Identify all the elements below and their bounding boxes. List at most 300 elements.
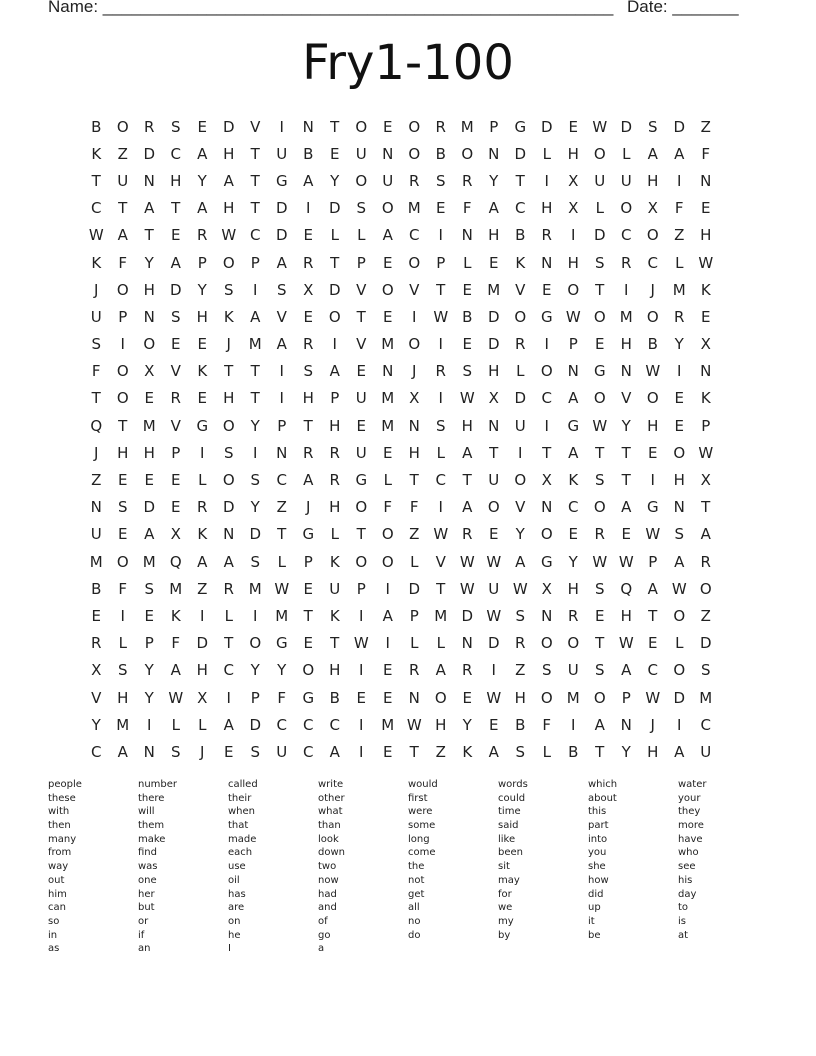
grid-letter: N xyxy=(223,525,235,544)
grid-letter: T xyxy=(250,389,260,408)
word-bank-item: do xyxy=(408,929,421,941)
word-bank-item: them xyxy=(138,820,165,832)
grid-letter: C xyxy=(621,226,632,245)
word-bank-item: I xyxy=(228,943,231,955)
grid-letter: L xyxy=(357,226,366,245)
grid-letter: U xyxy=(355,389,367,408)
grid-letter: X xyxy=(303,280,314,299)
word-bank-item: a xyxy=(318,943,325,955)
grid-letter: O xyxy=(222,253,235,272)
grid-letter: D xyxy=(328,199,341,218)
grid-letter: T xyxy=(171,199,181,218)
grid-letter: O xyxy=(381,525,394,544)
grid-letter: O xyxy=(381,280,394,299)
grid-letter: S xyxy=(356,199,367,218)
grid-letter: K xyxy=(700,280,711,299)
grid-letter: H xyxy=(329,661,341,680)
word-bank-item: words xyxy=(498,779,528,790)
grid-letter: Y xyxy=(568,552,578,571)
grid-letter: H xyxy=(302,389,314,408)
grid-letter: P xyxy=(621,688,631,707)
grid-letter: W xyxy=(698,253,714,272)
date-field-label: Date: _______ xyxy=(627,0,739,16)
grid-letter: N xyxy=(488,144,500,163)
grid-letter: O xyxy=(673,606,686,625)
grid-letter: W xyxy=(618,634,634,653)
word-bank-item: this xyxy=(588,806,607,818)
grid-letter: T xyxy=(303,416,313,435)
grid-letter: A xyxy=(700,525,711,544)
word-bank-item: two xyxy=(318,861,337,873)
grid-letter: E xyxy=(383,117,393,136)
grid-letter: Z xyxy=(700,606,711,625)
grid-letter: W xyxy=(618,552,634,571)
grid-letter: L xyxy=(463,253,472,272)
grid-letter: C xyxy=(568,498,579,517)
grid-letter: O xyxy=(116,280,129,299)
grid-letter: G xyxy=(302,525,315,544)
word-bank-item: he xyxy=(228,929,241,941)
grid-letter: Q xyxy=(620,579,633,598)
grid-letter: N xyxy=(90,498,102,517)
grid-letter: M xyxy=(275,606,289,625)
grid-letter: T xyxy=(356,525,366,544)
grid-letter: T xyxy=(356,307,366,326)
grid-letter: M xyxy=(672,280,686,299)
grid-letter: F xyxy=(674,199,684,218)
grid-letter: H xyxy=(170,171,182,190)
grid-letter: D xyxy=(143,144,156,163)
word-bank-item: when xyxy=(228,806,256,818)
grid-letter: N xyxy=(620,715,632,734)
word-bank-item: the xyxy=(408,861,425,873)
grid-letter: Z xyxy=(409,525,420,544)
grid-letter: E xyxy=(330,144,340,163)
grid-letter: O xyxy=(408,144,421,163)
word-bank-item: my xyxy=(498,915,514,927)
grid-letter: V xyxy=(170,416,181,435)
grid-letter: S xyxy=(117,661,128,680)
word-bank-item: their xyxy=(228,792,252,804)
grid-letter: E xyxy=(197,117,207,136)
grid-letter: E xyxy=(303,307,313,326)
grid-letter: M xyxy=(248,335,262,354)
grid-letter: W xyxy=(671,579,687,598)
word-bank-item: write xyxy=(318,779,344,790)
word-bank-item: and xyxy=(318,902,337,914)
grid-letter: C xyxy=(541,389,552,408)
grid-letter: L xyxy=(595,199,604,218)
grid-letter: B xyxy=(91,579,102,598)
word-bank-item: water xyxy=(678,779,707,790)
grid-letter: F xyxy=(462,199,472,218)
grid-letter: O xyxy=(302,661,315,680)
grid-letter: D xyxy=(249,715,262,734)
grid-letter: I xyxy=(385,634,390,653)
grid-letter: C xyxy=(250,226,261,245)
grid-letter: W xyxy=(168,688,184,707)
grid-letter: A xyxy=(276,335,287,354)
grid-letter: U xyxy=(488,471,500,490)
grid-letter: Y xyxy=(144,661,154,680)
grid-letter: U xyxy=(594,171,606,190)
grid-letter: I xyxy=(677,715,682,734)
word-bank-item: no xyxy=(408,915,421,927)
grid-letter: C xyxy=(700,715,711,734)
word-bank-item: first xyxy=(408,792,428,804)
word-bank-item: by xyxy=(498,929,511,941)
grid-letter: N xyxy=(541,498,553,517)
grid-letter: E xyxy=(356,416,366,435)
grid-letter: D xyxy=(487,307,500,326)
grid-letter: O xyxy=(249,634,262,653)
grid-letter: D xyxy=(408,579,421,598)
grid-letter: E xyxy=(303,226,313,245)
word-bank-item: there xyxy=(138,792,165,804)
word-bank-item: may xyxy=(498,874,520,886)
grid-letter: K xyxy=(329,552,340,571)
grid-letter: N xyxy=(382,362,394,381)
grid-letter: N xyxy=(382,144,394,163)
grid-letter: W xyxy=(459,552,475,571)
grid-letter: G xyxy=(540,552,553,571)
grid-letter: E xyxy=(118,525,128,544)
grid-letter: C xyxy=(223,661,234,680)
grid-letter: I xyxy=(544,416,549,435)
word-bank-item: many xyxy=(48,833,77,845)
grid-letter: N xyxy=(408,688,420,707)
grid-letter: S xyxy=(515,742,526,761)
grid-letter: O xyxy=(567,280,580,299)
grid-letter: W xyxy=(645,362,661,381)
grid-letter: R xyxy=(700,552,711,571)
word-bank-item: him xyxy=(48,888,67,900)
grid-letter: O xyxy=(408,335,421,354)
word-bank-item: so xyxy=(48,915,60,927)
grid-letter: W xyxy=(274,579,290,598)
grid-letter: A xyxy=(170,253,181,272)
grid-letter: O xyxy=(143,335,156,354)
grid-letter: E xyxy=(462,688,472,707)
word-bank-item: are xyxy=(228,902,245,914)
grid-letter: S xyxy=(647,117,658,136)
word-bank-item: more xyxy=(678,820,704,832)
word-column xyxy=(588,778,678,956)
grid-letter: D xyxy=(487,634,500,653)
grid-letter: K xyxy=(568,471,579,490)
grid-letter: A xyxy=(674,144,685,163)
word-bank-item: about xyxy=(588,792,617,804)
grid-letter: J xyxy=(226,335,231,354)
word-bank-item: go xyxy=(318,929,331,941)
word-bank-item: get xyxy=(408,888,425,900)
grid-letter: T xyxy=(330,634,340,653)
word-bank-item: part xyxy=(588,820,609,832)
grid-letter: R xyxy=(329,471,340,490)
grid-letter: Y xyxy=(330,171,340,190)
grid-letter: H xyxy=(488,226,500,245)
grid-letter: O xyxy=(487,498,500,517)
grid-letter: L xyxy=(516,362,525,381)
grid-letter: O xyxy=(673,661,686,680)
grid-letter: A xyxy=(515,552,526,571)
grid-letter: M xyxy=(566,688,580,707)
word-bank-item: said xyxy=(498,820,519,832)
word-bank-item: at xyxy=(678,929,689,941)
grid-letter: I xyxy=(332,335,337,354)
word-bank-item: or xyxy=(138,915,149,927)
word-bank-item: that xyxy=(228,820,249,832)
grid-letter: E xyxy=(144,606,154,625)
grid-letter: X xyxy=(488,389,499,408)
grid-letter: H xyxy=(408,443,420,462)
grid-letter: V xyxy=(621,389,632,408)
grid-letter: A xyxy=(647,579,658,598)
grid-letter: H xyxy=(567,253,579,272)
grid-letter: P xyxy=(118,307,128,326)
grid-letter: Y xyxy=(674,335,684,354)
word-column xyxy=(408,778,498,956)
grid-letter: U xyxy=(90,525,102,544)
grid-letter: W xyxy=(459,579,475,598)
grid-letter: H xyxy=(223,389,235,408)
grid-letter: V xyxy=(276,307,287,326)
grid-letter: E xyxy=(489,525,499,544)
grid-letter: P xyxy=(489,117,499,136)
grid-letter: T xyxy=(542,443,552,462)
grid-letter: D xyxy=(222,498,235,517)
word-bank-item: these xyxy=(48,792,76,804)
grid-letter: N xyxy=(488,416,500,435)
grid-letter: Q xyxy=(90,416,103,435)
grid-letter: L xyxy=(436,443,445,462)
grid-letter: K xyxy=(223,307,234,326)
grid-letter: D xyxy=(699,634,712,653)
grid-letter: M xyxy=(434,606,448,625)
grid-letter: E xyxy=(171,471,181,490)
grid-letter: T xyxy=(595,742,605,761)
grid-letter: I xyxy=(279,362,284,381)
word-bank-item: did xyxy=(588,888,604,900)
word-bank-item: people xyxy=(48,779,82,790)
grid-letter: I xyxy=(518,443,523,462)
grid-letter: T xyxy=(462,471,472,490)
grid-letter: S xyxy=(250,471,261,490)
grid-letter: E xyxy=(383,742,393,761)
grid-letter: T xyxy=(489,443,499,462)
grid-letter: A xyxy=(674,742,685,761)
grid-letter: N xyxy=(143,307,155,326)
grid-letter: E xyxy=(356,362,366,381)
grid-letter: O xyxy=(116,117,129,136)
grid-letter: A xyxy=(144,525,155,544)
grid-letter: R xyxy=(303,335,314,354)
grid-letter: K xyxy=(462,742,473,761)
grid-letter: I xyxy=(359,661,364,680)
grid-letter: A xyxy=(621,498,632,517)
grid-letter: D xyxy=(143,498,156,517)
grid-letter: U xyxy=(276,144,288,163)
grid-letter: O xyxy=(514,307,527,326)
word-bank-item: has xyxy=(228,888,246,900)
grid-letter: R xyxy=(144,117,155,136)
grid-letter: L xyxy=(330,226,339,245)
grid-letter: S xyxy=(541,661,552,680)
grid-letter: R xyxy=(197,226,208,245)
grid-letter: P xyxy=(171,443,181,462)
word-bank-item: sit xyxy=(498,861,510,873)
word-bank-item: will xyxy=(138,806,155,818)
grid-letter: E xyxy=(462,335,472,354)
grid-letter: H xyxy=(700,226,712,245)
grid-letter: E xyxy=(118,471,128,490)
word-bank-item: for xyxy=(498,888,512,900)
grid-letter: P xyxy=(303,552,313,571)
grid-letter: S xyxy=(117,498,128,517)
grid-letter: H xyxy=(541,199,553,218)
grid-letter: W xyxy=(353,634,369,653)
grid-letter: E xyxy=(462,280,472,299)
grid-letter: Z xyxy=(117,144,128,163)
grid-letter: M xyxy=(407,199,421,218)
grid-letter: H xyxy=(514,688,526,707)
grid-letter: D xyxy=(222,117,235,136)
grid-letter: R xyxy=(674,307,685,326)
word-bank-item: not xyxy=(408,874,425,886)
grid-letter: H xyxy=(223,144,235,163)
word-bank-item: had xyxy=(318,888,337,900)
grid-letter: X xyxy=(197,688,208,707)
grid-letter: D xyxy=(196,634,209,653)
word-bank-item: look xyxy=(318,833,339,845)
word-bank-item: each xyxy=(228,847,253,859)
grid-letter: W xyxy=(221,226,237,245)
grid-letter: L xyxy=(198,471,207,490)
grid-letter: L xyxy=(330,525,339,544)
grid-letter: W xyxy=(486,552,502,571)
grid-letter: C xyxy=(170,144,181,163)
grid-letter: O xyxy=(408,117,421,136)
grid-letter: M xyxy=(169,579,183,598)
grid-letter: H xyxy=(196,661,208,680)
grid-letter: I xyxy=(438,498,443,517)
grid-letter: I xyxy=(226,688,231,707)
grid-letter: E xyxy=(171,226,181,245)
grid-letter: L xyxy=(198,715,207,734)
grid-letter: S xyxy=(594,471,605,490)
grid-letter: C xyxy=(647,253,658,272)
grid-letter: C xyxy=(409,226,420,245)
grid-letter: G xyxy=(567,416,580,435)
word-bank-item: his xyxy=(678,874,693,886)
grid-letter: R xyxy=(303,253,314,272)
grid-letter: T xyxy=(144,226,154,245)
grid-letter: X xyxy=(700,335,711,354)
grid-letter: A xyxy=(621,661,632,680)
word-bank-item: see xyxy=(678,861,696,873)
grid-letter: D xyxy=(461,606,474,625)
grid-letter: I xyxy=(147,715,152,734)
word-bank-item: some xyxy=(408,820,436,832)
grid-letter: E xyxy=(621,525,631,544)
grid-letter: E xyxy=(383,443,393,462)
grid-letter: X xyxy=(409,389,420,408)
grid-letter: O xyxy=(593,307,606,326)
grid-letter: N xyxy=(567,362,579,381)
word-bank-item: from xyxy=(48,847,72,859)
word-bank-item: now xyxy=(318,874,339,886)
word-column xyxy=(48,778,138,956)
grid-letter: R xyxy=(515,634,526,653)
grid-letter: C xyxy=(515,199,526,218)
grid-letter: U xyxy=(355,443,367,462)
grid-letter: S xyxy=(170,742,181,761)
grid-letter: Y xyxy=(250,498,260,517)
grid-letter: O xyxy=(699,579,712,598)
grid-letter: J xyxy=(412,362,417,381)
grid-letter: M xyxy=(89,552,103,571)
word-bank-item: way xyxy=(48,861,69,873)
grid-letter: N xyxy=(408,416,420,435)
grid-letter: A xyxy=(462,443,473,462)
grid-letter: T xyxy=(118,416,128,435)
grid-letter: E xyxy=(303,634,313,653)
grid-letter: M xyxy=(381,335,395,354)
grid-letter: X xyxy=(541,471,552,490)
word-bank-item: of xyxy=(318,915,328,927)
grid-letter: E xyxy=(171,498,181,517)
grid-letter: X xyxy=(700,471,711,490)
grid-letter: M xyxy=(248,579,262,598)
grid-letter: T xyxy=(621,443,631,462)
grid-letter: R xyxy=(621,253,632,272)
grid-letter: S xyxy=(674,525,685,544)
grid-letter: X xyxy=(647,199,658,218)
grid-letter: I xyxy=(253,443,258,462)
word-bank-item: all xyxy=(408,902,420,914)
grid-letter: D xyxy=(275,199,288,218)
grid-letter: S xyxy=(91,335,102,354)
grid-letter: H xyxy=(329,416,341,435)
grid-letter: A xyxy=(197,199,208,218)
grid-letter: G xyxy=(514,117,527,136)
grid-letter: S xyxy=(250,552,261,571)
grid-letter: V xyxy=(91,688,102,707)
grid-letter: L xyxy=(224,606,233,625)
grid-letter: I xyxy=(544,171,549,190)
grid-letter: S xyxy=(700,661,711,680)
grid-letter: R xyxy=(170,389,181,408)
grid-letter: E xyxy=(224,742,234,761)
word-bank-item: how xyxy=(588,874,609,886)
grid-letter: I xyxy=(359,715,364,734)
grid-letter: T xyxy=(91,389,101,408)
grid-letter: Y xyxy=(462,715,472,734)
grid-letter: X xyxy=(568,171,579,190)
grid-letter: H xyxy=(117,688,129,707)
word-bank xyxy=(48,778,768,956)
grid-letter: I xyxy=(120,335,125,354)
grid-letter: Y xyxy=(91,715,101,734)
grid-letter: F xyxy=(171,634,181,653)
grid-letter: O xyxy=(355,117,368,136)
grid-letter: T xyxy=(224,634,234,653)
grid-letter: D xyxy=(514,389,527,408)
grid-letter: H xyxy=(647,171,659,190)
grid-letter: O xyxy=(381,199,394,218)
grid-letter: O xyxy=(540,634,553,653)
grid-letter: E xyxy=(383,307,393,326)
